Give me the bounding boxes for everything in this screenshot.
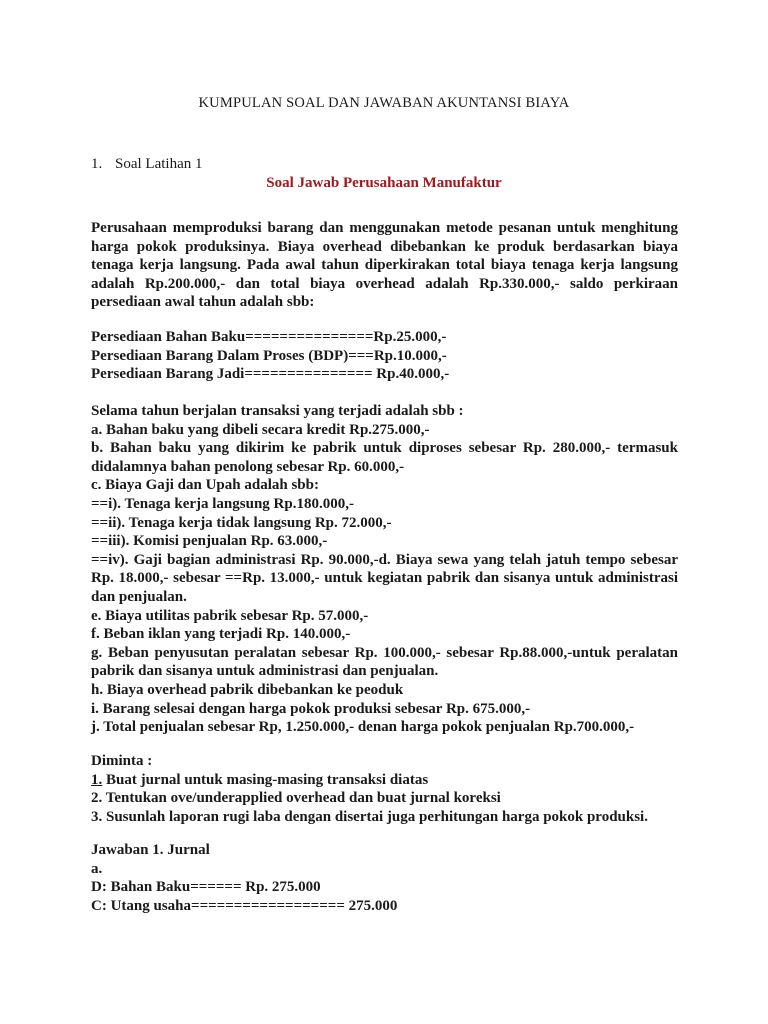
transaksi-item-g: g. Beban penyusutan peralatan sebesar Rp. 100.000,- sebesar Rp.88.000,-untuk peralatan pabrik dan sisanya untuk administrasi dan penjualan. <box>91 644 678 680</box>
diminta-list <box>91 752 678 826</box>
diminta-item-1-number: 1. <box>91 771 103 788</box>
transaksi-item-e: e. Biaya utilitas pabrik sebesar Rp. 57.000,- <box>91 607 369 624</box>
transaksi-item-c-ii: ==ii). Tenaga kerja tidak langsung Rp. 72.000,- <box>91 514 392 531</box>
transaksi-list <box>91 402 678 737</box>
diminta-item-1 <box>91 771 678 790</box>
persediaan-list <box>91 328 678 384</box>
transaksi-item-a: a. Bahan baku yang dibeli secara kredit Rp.275.000,- <box>91 421 430 438</box>
diminta-item-3: 3. Susunlah laporan rugi laba dengan disertai juga perhitungan harga pokok produksi. <box>91 808 648 825</box>
transaksi-heading: Selama tahun berjalan transaksi yang terjadi adalah sbb : <box>91 403 464 419</box>
jawaban-section <box>91 841 678 915</box>
section-label: Soal Latihan 1 <box>115 156 203 172</box>
diminta-heading: Diminta : <box>91 753 153 769</box>
jurnal-debit-line: D: Bahan Baku====== Rp. 275.000 <box>91 879 321 896</box>
transaksi-item-c: c. Biaya Gaji dan Upah adalah sbb: <box>91 477 319 494</box>
transaksi-item-f: f. Beban iklan yang terjadi Rp. 140.000,- <box>91 626 351 643</box>
jawaban-heading: Jawaban 1. Jurnal <box>91 842 210 858</box>
transaksi-item-c-iv: ==iv). Gaji bagian administrasi Rp. 90.000,-d. Biaya sewa yang telah jatuh tempo sebesar Rp. 18.000,- sebesar ==Rp. 13.000,- untuk kegiatan pabrik dan sisanya untuk administrasi dan penjualan. <box>91 551 678 605</box>
section-heading <box>91 156 202 173</box>
document-title: KUMPULAN SOAL DAN JAWABAN AKUNTANSI BIAYA <box>198 95 570 111</box>
section-subtitle: Soal Jawab Perusahaan Manufaktur <box>266 175 502 191</box>
persediaan-item: Persediaan Barang Dalam Proses (BDP)===Rp.10.000,- <box>91 347 447 364</box>
diminta-item-1-text: Buat jurnal untuk masing-masing transaksi diatas <box>102 771 429 788</box>
persediaan-item: Persediaan Barang Jadi=============== Rp.40.000,- <box>91 366 450 383</box>
jawaban-item-a: a. <box>91 860 103 877</box>
persediaan-item: Persediaan Bahan Baku===============Rp.25.000,- <box>91 329 447 345</box>
transaksi-item-c-iii: ==iii). Komisi penjualan Rp. 63.000,- <box>91 533 328 550</box>
jurnal-credit-line: C: Utang usaha================== 275.000 <box>91 897 398 914</box>
transaksi-item-c-i: ==i). Tenaga kerja langsung Rp.180.000,- <box>91 495 354 512</box>
intro-text: Perusahaan memproduksi barang dan menggunakan metode pesanan untuk menghitung harga pokok produksinya. Biaya overhead dibebankan ke produk berdasarkan biaya tenaga kerja langsung. Pada awal tahun diperkirakan total biaya tenaga kerja langsung adalah Rp.200.000,- dan total biaya overhead adalah Rp.330.000,- saldo perkiraan persediaan awal tahun adalah sbb: <box>91 220 678 311</box>
transaksi-item-h: h. Biaya overhead pabrik dibebankan ke peoduk <box>91 681 404 698</box>
transaksi-item-b: b. Bahan baku yang dikirim ke pabrik untuk diproses sebesar Rp. 280.000,- termasuk didalamnya bahan penolong sebesar Rp. 60.000,- <box>91 440 678 475</box>
transaksi-item-j: j. Total penjualan sebesar Rp, 1.250.000,- denan harga pokok penjualan Rp.700.000,- <box>91 719 635 736</box>
transaksi-item-i: i. Barang selesai dengan harga pokok produksi sebesar Rp. 675.000,- <box>91 700 531 717</box>
intro-paragraph <box>91 219 678 312</box>
section-number: 1. <box>91 156 103 172</box>
diminta-item-2: 2. Tentukan ove/underapplied overhead dan buat jurnal koreksi <box>91 790 501 807</box>
